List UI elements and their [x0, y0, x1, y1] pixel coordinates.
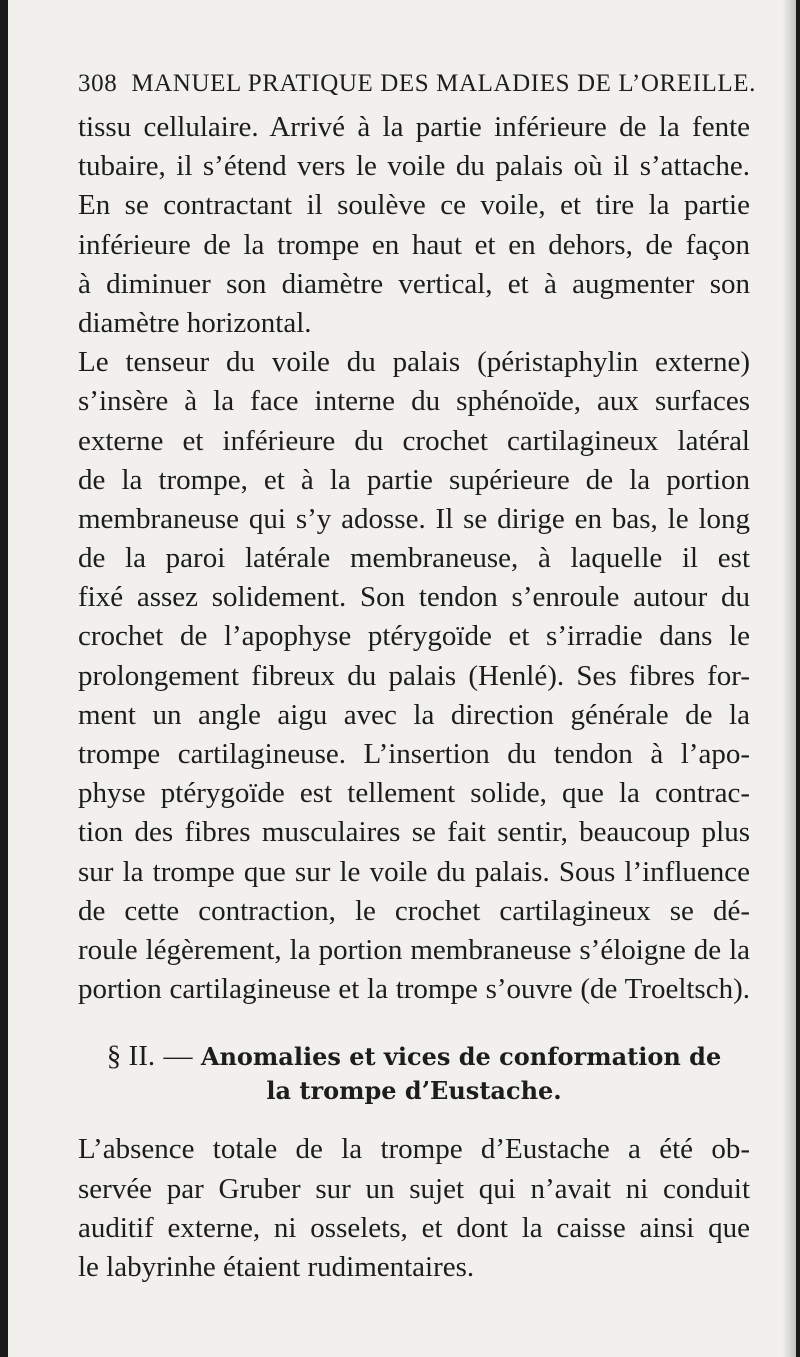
book-page [8, 0, 796, 1357]
text-line: de cette contraction, le crochet cartilagineux se dé- [78, 894, 750, 927]
paragraph-3 [78, 1130, 750, 1287]
text-line: à diminuer son diamètre vertical, et à augmenter son [78, 267, 750, 300]
text-line: fixé assez solidement. Son tendon s’enroule autour du [78, 581, 750, 614]
text-line: En se contractant il soulève ce voile, et tire la partie [78, 189, 750, 222]
text-line: tubaire, il s’étend vers le voile du palais où il s’attache. [78, 150, 750, 183]
body-text [78, 108, 750, 1287]
text-line: le labyrinhe étaient rudimentaires. [78, 1250, 475, 1283]
paragraph-2 [78, 343, 750, 1009]
text-line: sur la trompe que sur le voile du palais. Sous l’influence [78, 855, 750, 888]
text-line: servée par Gruber sur un sujet qui n’avait ni conduit [78, 1172, 750, 1205]
text-line: de la trompe, et à la partie supérieure de la portion [78, 463, 750, 496]
section-title-part-2: la trompe d’Eustache. [266, 1076, 562, 1106]
section-heading-line-1 [78, 1039, 750, 1074]
text-line: auditif externe, ni osselets, et dont la caisse ainsi que [78, 1211, 750, 1244]
text-line: trompe cartilagineuse. L’insertion du tendon à l’apo- [78, 738, 750, 770]
text-line: externe et inférieure du crochet cartilagineux latéral [78, 424, 750, 457]
text-line: diamètre horizontal. [78, 306, 312, 339]
section-number: § II. [106, 1040, 156, 1073]
text-line: tissu cellulaire. Arrivé à la partie inférieure de la fente [78, 111, 750, 143]
section-dash: — [163, 1040, 193, 1073]
spacer [78, 1108, 750, 1130]
text-line: s’insère à la face interne du sphénoïde, aux surfaces [78, 385, 750, 418]
text-line: L’absence totale de la trompe d’Eustache a été ob- [78, 1133, 750, 1166]
section-heading [78, 1039, 750, 1108]
page-header [78, 70, 757, 98]
text-line: inférieure de la trompe en haut et en dehors, de façon [78, 228, 750, 261]
text-line: physe ptérygoïde est tellement solide, que la contrac- [78, 777, 750, 810]
page-edge-shadow [782, 0, 796, 1357]
spacer [78, 1009, 750, 1039]
text-line: ment un angle aigu avec la direction générale de la [78, 698, 750, 731]
text-line: membraneuse qui s’y adosse. Il se dirige en bas, le long [78, 502, 750, 535]
section-title-part-1: Anomalies et vices de conformation de [200, 1042, 722, 1072]
text-line: prolongement fibreux du palais (Henlé). Ses fibres for- [78, 659, 750, 692]
text-line: crochet de l’apophyse ptérygoïde et s’irradie dans le [78, 620, 750, 653]
running-title: MANUEL PRATIQUE DES MALADIES DE L’OREILLE. [131, 70, 757, 97]
text-line: tion des fibres musculaires se fait sentir, beaucoup plus [78, 816, 750, 849]
text-line: de la paroi latérale membraneuse, à laquelle il est [78, 542, 750, 575]
page-number: 308 [78, 70, 118, 97]
text-line: roule légèrement, la portion membraneuse s’éloigne de la [78, 933, 750, 966]
paragraph-1 [78, 108, 750, 343]
text-line: portion cartilagineuse et la trompe s’ouvre (de Troeltsch). [78, 973, 750, 1006]
text-line: Le tenseur du voile du palais (péristaphylin externe) [78, 346, 750, 379]
